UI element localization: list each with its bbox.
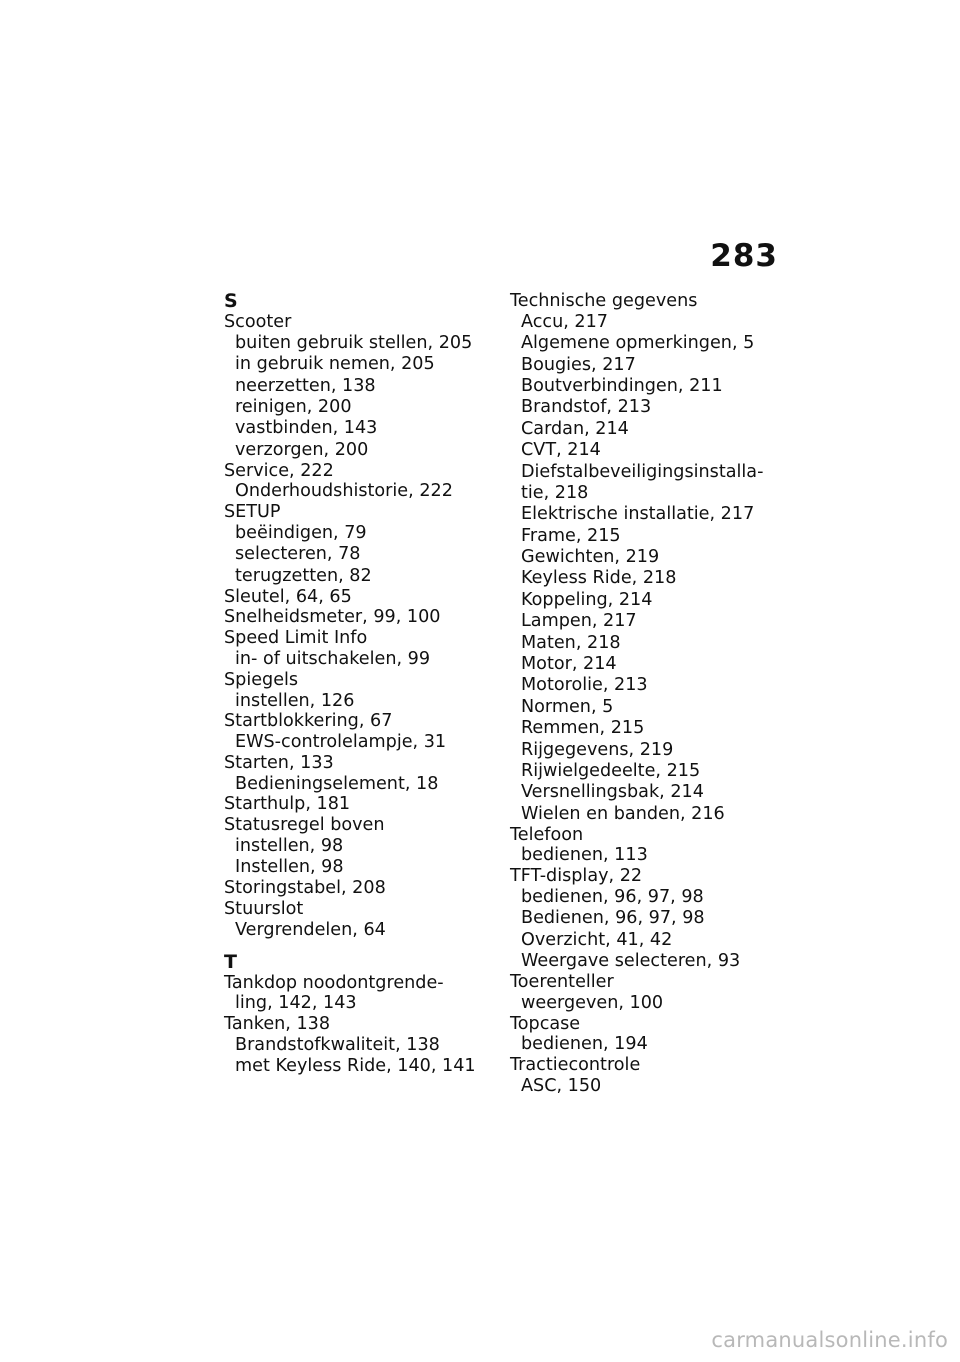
- index-entry-heading: Starten, 133: [224, 752, 334, 773]
- index-entry-tankdop-noodontgrende: [224, 973, 494, 1015]
- index-entry-heading: Statusregel boven: [224, 815, 385, 836]
- index-entry-heading: Startblokkering, 67: [224, 711, 393, 732]
- index-entry-scooter: [224, 312, 494, 461]
- index-column-left: [224, 291, 494, 1077]
- index-entry-heading: SETUP: [224, 502, 281, 523]
- index-entry-heading: Storingstabel, 208: [224, 878, 386, 899]
- index-subentry: Rijgegevens, 219: [521, 739, 674, 760]
- index-subentry: Elektrische installatie, 217: [521, 504, 755, 525]
- index-entry-storingstabel-208: [224, 878, 494, 899]
- index-subentry: bedienen, 194: [521, 1034, 648, 1055]
- index-entry-heading: Topcase: [510, 1013, 581, 1034]
- index-subentry: selecteren, 78: [235, 544, 361, 565]
- index-subentry: Accu, 217: [521, 311, 608, 332]
- index-subentry: verzorgen, 200: [235, 439, 369, 460]
- index-entry-starthulp-181: [224, 794, 494, 815]
- index-subentry: Frame, 215: [521, 525, 621, 546]
- index-subentry: Instellen, 98: [235, 857, 344, 878]
- index-subentry: Cardan, 214: [521, 418, 629, 439]
- index-column-right: [510, 291, 780, 1097]
- index-subentry: instellen, 98: [235, 836, 344, 857]
- index-entry-tractiecontrole: [510, 1055, 780, 1097]
- index-subentry: weergeven, 100: [521, 992, 664, 1013]
- index-entry-heading: Toerenteller: [510, 971, 614, 992]
- watermark: carmanualsonline.info: [711, 1328, 948, 1352]
- index-subentry: Diefstalbeveiligingsinstalla-: [521, 461, 764, 482]
- index-subentry: instellen, 126: [235, 690, 355, 711]
- index-entry-tft-display-22: [510, 866, 780, 972]
- index-entry-spiegels: [224, 670, 494, 712]
- index-entry-heading: Tankdop noodontgrende-: [224, 972, 444, 993]
- index-entry-heading: Sleutel, 64, 65: [224, 586, 352, 607]
- index-subentry: Normen, 5: [521, 696, 614, 717]
- index-subentry: Weergave selecteren, 93: [521, 951, 741, 972]
- index-entry-topcase: [510, 1014, 780, 1056]
- index-entry-heading: TFT-display, 22: [510, 866, 643, 887]
- index-letter-heading: S: [224, 290, 238, 312]
- index-entry-setup: [224, 502, 494, 586]
- index-subentry: Maten, 218: [521, 632, 621, 653]
- index-subentry: Bougies, 217: [521, 354, 636, 375]
- index-entry-heading: Technische gegevens: [510, 291, 698, 311]
- index-entry-speed-limit-info: [224, 628, 494, 670]
- index-entry-heading: Scooter: [224, 312, 292, 332]
- index-subentry: vastbinden, 143: [235, 418, 378, 439]
- index-subentry: Lampen, 217: [521, 611, 637, 632]
- index-entry-startblokkering-67: [224, 711, 494, 753]
- index-subentry: buiten gebruik stellen, 205: [235, 332, 473, 353]
- index-subentry: Bedienen, 96, 97, 98: [521, 908, 705, 929]
- index-subentry: reinigen, 200: [235, 396, 352, 417]
- index-subentry: met Keyless Ride, 140, 141: [235, 1056, 476, 1077]
- index-subentry: terugzetten, 82: [235, 565, 372, 586]
- index-entry-tanken-138: [224, 1014, 494, 1077]
- index-entry-heading: Starthulp, 181: [224, 794, 351, 815]
- index-subentry: tie, 218: [521, 482, 589, 503]
- index-entry-toerenteller: [510, 972, 780, 1014]
- index-subentry: bedienen, 113: [521, 845, 648, 866]
- index-subentry: Gewichten, 219: [521, 547, 660, 568]
- index-subentry: Vergrendelen, 64: [235, 919, 386, 940]
- index-entry-telefoon: [510, 825, 780, 867]
- index-subentry: Motor, 214: [521, 654, 617, 675]
- index-subentry: bedienen, 96, 97, 98: [521, 886, 704, 907]
- index-subentry: Rijwielgedeelte, 215: [521, 761, 701, 781]
- index-entry-heading: Snelheidsmeter, 99, 100: [224, 607, 441, 628]
- index-entry-heading: Spiegels: [224, 669, 299, 690]
- index-entry-heading: Service, 222: [224, 460, 334, 481]
- index-entry-technische-gegevens: [510, 291, 780, 825]
- index-subentry: ASC, 150: [521, 1075, 602, 1096]
- index-subentry: Onderhoudshistorie, 222: [235, 481, 453, 502]
- index-subentry: Boutverbindingen, 211: [521, 375, 723, 396]
- index-subentry: in- of uitschakelen, 99: [235, 648, 431, 669]
- index-subentry: beëindigen, 79: [235, 522, 367, 543]
- index-entry-heading: Telefoon: [510, 824, 584, 845]
- index-subentry: Motorolie, 213: [521, 675, 648, 696]
- page-number: 283: [710, 238, 778, 274]
- index-entry-starten-133: [224, 753, 494, 795]
- index-subentry: Koppeling, 214: [521, 589, 653, 610]
- index-subentry: neerzetten, 138: [235, 375, 376, 396]
- index-entry-heading: Stuurslot: [224, 899, 304, 920]
- index-entry-service-222: [224, 461, 494, 503]
- index-entry-heading: Speed Limit Info: [224, 628, 368, 649]
- index-subentry: Keyless Ride, 218: [521, 568, 677, 589]
- index-subentry: Remmen, 215: [521, 718, 645, 739]
- index-subentry: Wielen en banden, 216: [521, 803, 725, 824]
- index-subentry: Brandstofkwaliteit, 138: [235, 1035, 440, 1056]
- index-subentry: ling, 142, 143: [235, 993, 357, 1014]
- index-subentry: Algemene opmerkingen, 5: [521, 333, 755, 354]
- index-entry-snelheidsmeter-99-100: [224, 607, 494, 628]
- index-entry-heading: Tanken, 138: [224, 1014, 331, 1035]
- index-entry-heading: Tractiecontrole: [510, 1055, 641, 1076]
- index-entry-statusregel-boven: [224, 815, 494, 878]
- index-subentry: Bedieningselement, 18: [235, 773, 439, 794]
- index-subentry: CVT, 214: [521, 440, 601, 461]
- index-subentry: Overzicht, 41, 42: [521, 929, 673, 950]
- index-entry-sleutel-64-65: [224, 587, 494, 608]
- index-subentry: in gebruik nemen, 205: [235, 354, 435, 375]
- index-subentry: EWS-controlelampje, 31: [235, 732, 447, 753]
- index-letter-heading: T: [224, 950, 237, 973]
- index-entry-stuurslot: [224, 899, 494, 941]
- index-subentry: Brandstof, 213: [521, 397, 652, 418]
- index-subentry: Versnellingsbak, 214: [521, 782, 704, 803]
